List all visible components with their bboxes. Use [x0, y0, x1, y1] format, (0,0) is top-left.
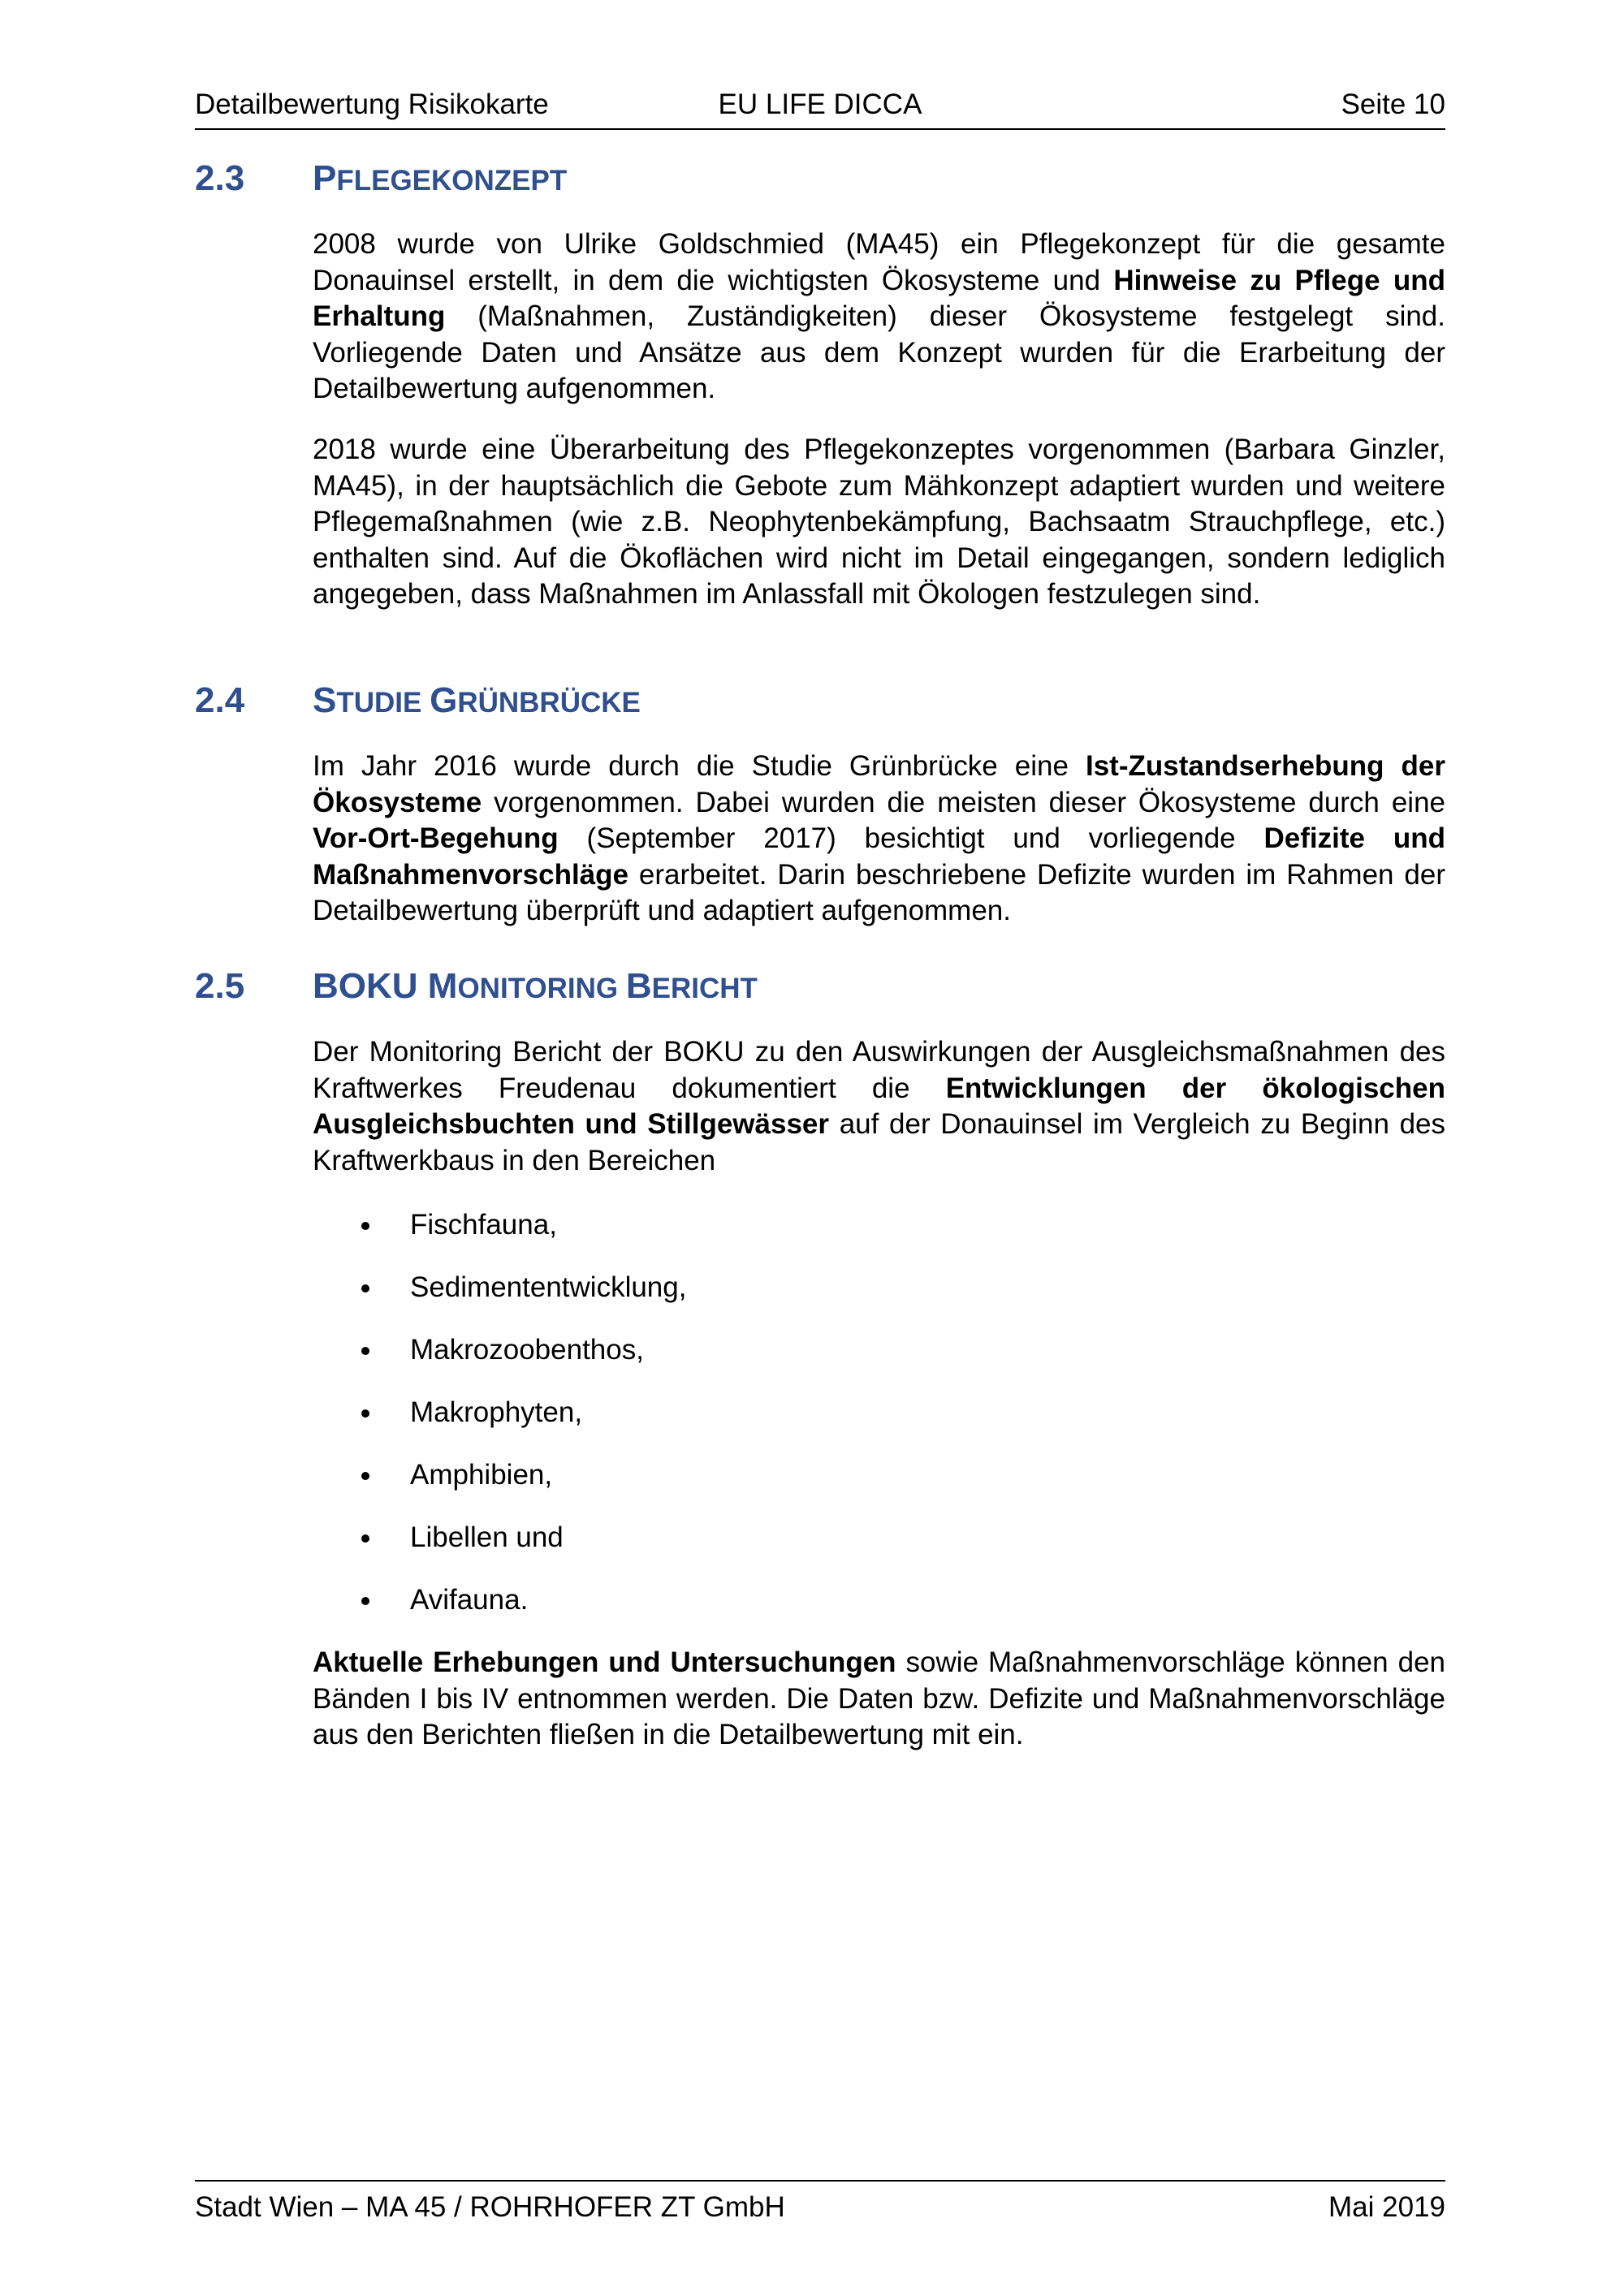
- bullet-icon: [361, 1222, 369, 1230]
- text-run: vorgenommen. Dabei wurden die meisten dieser Ökosysteme durch eine: [482, 786, 1445, 818]
- title-cap: BOKU M: [313, 966, 458, 1006]
- list-item-text: Libellen und: [410, 1521, 564, 1553]
- footer-organization: Stadt Wien – MA 45 / ROHRHOFER ZT GmbH: [195, 2191, 785, 2223]
- bold-text: Hinweise zu Pflege und Erhaltung: [313, 264, 1445, 332]
- paragraph: [313, 1034, 1445, 1179]
- text-run: erarbeitet. Darin beschriebene Defizite wurden im Rahmen der Detailbewertung überprüft und adaptiert aufgenommen.: [313, 858, 1445, 926]
- title-cap: S: [313, 680, 337, 720]
- title-cap: B: [625, 966, 652, 1006]
- bullet-icon: [361, 1284, 369, 1293]
- list-item-text: Avifauna.: [410, 1584, 529, 1616]
- list-item-text: Makrophyten,: [410, 1396, 583, 1428]
- paragraph-closing: [313, 1645, 1445, 1754]
- text-run: 2018 wurde eine Überarbeitung des Pflegekonzeptes vorgenommen (Barbara Ginzler, MA45), in der hauptsächlich die Gebote zum Mähkonzept adaptiert wurden und weitere Pflegemaßnahmen (wie z.B. Neophytenbekämpfung, Bachsaatm Strauchpflege, etc.) enthalten sind. Auf die Ökoflächen wird nicht im Detail eingegangen, sondern lediglich angegeben, dass Maßnahmen im Anlassfall mit Ökologen festzulegen sind.: [313, 434, 1445, 610]
- text-run: (Maßnahmen, Zuständigkeiten) dieser Ökosysteme festgelegt sind. Vorliegende Daten und Ansätze aus dem Konzept wurden für die Erarbeitung der Detailbewertung aufgenommen.: [313, 300, 1445, 404]
- section-heading-2-4: [195, 680, 1445, 729]
- bold-text: Ist-Zustandserhebung der Ökosysteme: [313, 750, 1445, 818]
- list-item-text: Fischfauna,: [410, 1209, 557, 1241]
- bold-text: Aktuelle Erhebungen und Untersuchungen: [313, 1646, 896, 1678]
- title-smallcaps: RÜNBRÜCKE: [457, 687, 641, 719]
- paragraph: [313, 432, 1445, 613]
- header-project-name: EU LIFE DICCA: [718, 88, 922, 120]
- text-run: (September 2017) besichtigt und vorliegende: [558, 822, 1264, 854]
- section-number: 2.3: [195, 158, 245, 198]
- text-run: Im Jahr 2016 wurde durch die Studie Grünbrücke eine: [313, 750, 1086, 782]
- paragraph: [313, 749, 1445, 930]
- text-run: Der Monitoring Bericht der BOKU zu den Auswirkungen der Ausgleichsmaßnahmen des Kraftwerkes Freudenau dokumentiert die: [313, 1036, 1445, 1104]
- section-heading-2-5: [195, 966, 1445, 1015]
- title-cap: G: [430, 680, 458, 720]
- page-footer: [195, 2180, 1445, 2224]
- bold-text: Entwicklungen der ökologischen Ausgleichsbuchten und Stillgewässer: [313, 1072, 1445, 1140]
- section-title: [313, 158, 567, 199]
- section-number: 2.4: [195, 680, 245, 720]
- section-title: [313, 680, 641, 721]
- title-smallcaps: ERICHT: [651, 973, 758, 1004]
- list-item-text: Makrozoobenthos,: [410, 1334, 644, 1366]
- bold-text: Vor-Ort-Begehung: [313, 822, 559, 854]
- header-document-title: Detailbewertung Risikokarte: [195, 88, 549, 120]
- section-title: [313, 966, 758, 1007]
- text-run: auf der Donauinsel im Vergleich zu Beginn des Kraftwerkbaus in den Bereichen: [313, 1108, 1446, 1176]
- section-number: 2.5: [195, 966, 245, 1006]
- title-smallcaps: TUDIE: [336, 687, 430, 719]
- bullet-icon: [361, 1409, 369, 1418]
- bullet-icon: [361, 1597, 369, 1605]
- bullet-icon: [361, 1347, 369, 1355]
- bullet-icon: [361, 1534, 369, 1543]
- text-run: 2008 wurde von Ulrike Goldschmied (MA45) ein Pflegekonzept für die gesamte Donauinsel erstellt, in dem die wichtigsten Ökosysteme und: [313, 228, 1445, 296]
- title-smallcaps: ONITORING: [457, 973, 626, 1004]
- list-item-text: Amphibien,: [410, 1459, 553, 1491]
- title-smallcaps: FLEGEKONZEPT: [336, 165, 568, 196]
- title-cap: P: [313, 158, 337, 198]
- header-page-number: Seite 10: [1341, 88, 1445, 120]
- section-heading-2-3: [195, 158, 1445, 207]
- paragraph: [313, 227, 1445, 408]
- text-run: sowie Maßnahmenvorschläge können den Bänden I bis IV entnommen werden. Die Daten bzw. Defizite und Maßnahmenvorschläge aus den Berichten fließen in die Detailbewertung mit ein.: [313, 1646, 1445, 1750]
- page-header: [195, 81, 1445, 130]
- bullet-icon: [361, 1472, 369, 1480]
- footer-date: Mai 2019: [1328, 2191, 1445, 2223]
- bold-text: Defizite und Maßnahmenvorschläge: [313, 822, 1445, 891]
- list-item-text: Sedimententwicklung,: [410, 1271, 687, 1303]
